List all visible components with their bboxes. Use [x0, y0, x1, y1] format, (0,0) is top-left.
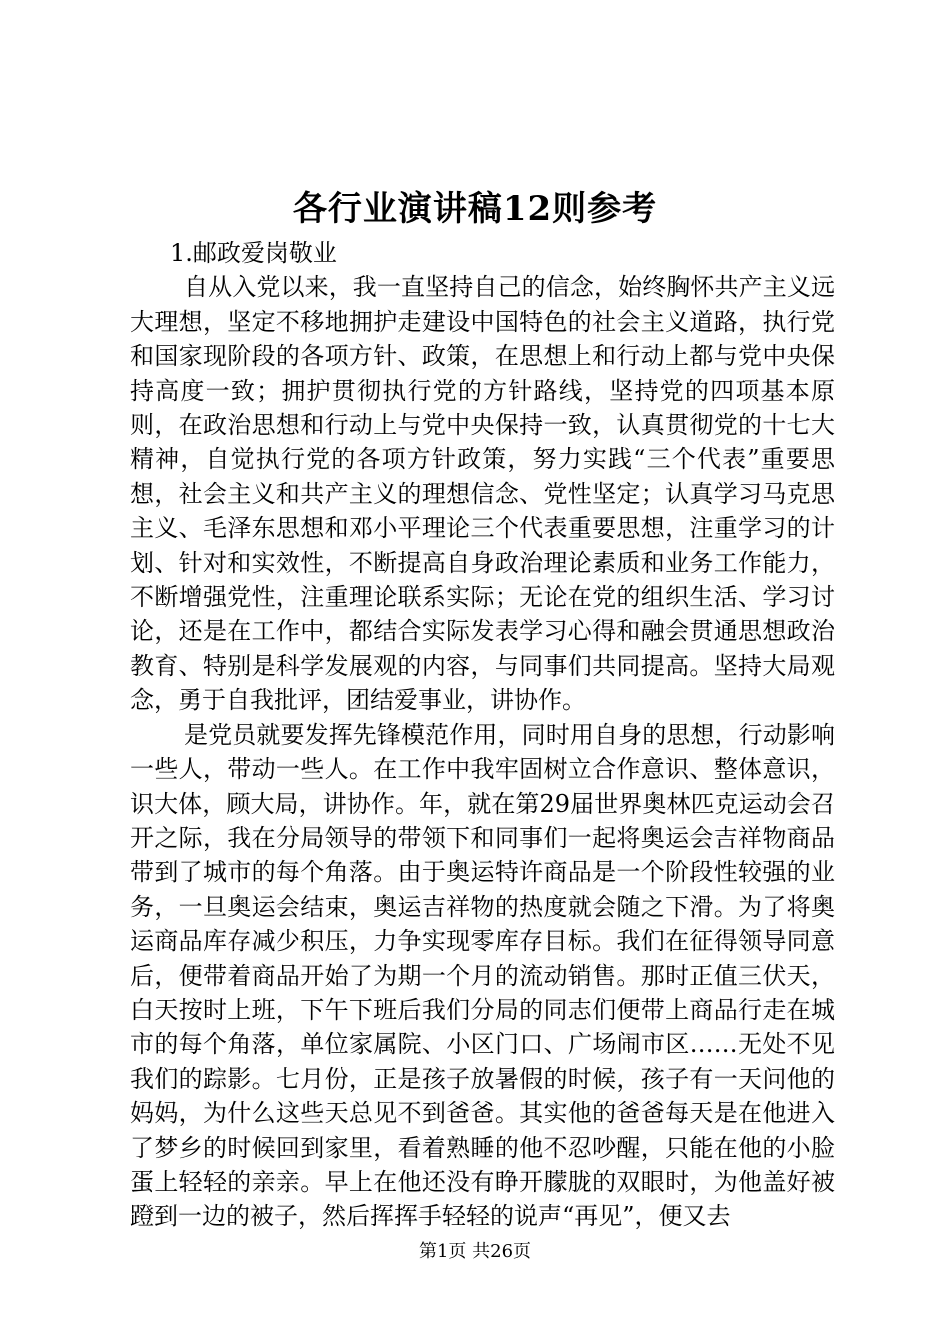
- document-title: 各行业演讲稿12则参考: [292, 189, 658, 229]
- paragraph-2: 是党员就要发挥先锋模范作用，同时用自身的思想，行动影响一些人，带动一些人。在工作中我牢固树立合作意识、整体意识，识大体，顾大局，讲协作。年，就在第29届世界奥林匹克运动会召开之际，我在分局领导的带领下和同事们一起将奥运会吉祥物商品带到了城市的每个角落。由于奥运特许商品是一个阶段性较强的业务，一旦奥运会结束，奥运吉祥物的热度就会随之下滑。为了将奥运商品库存减少积压，力争实现零库存目标。我们在征得领导同意后，便带着商品开始了为期一个月的流动销售。那时正值三伏天，白天按时上班，下午下班后我们分局的同志们便带上商品行走在城市的每个角落，单位家属院、小区门口、广场闹市区……无处不见我们的踪影。七月份，正是孩子放暑假的时候，孩子有一天问他的妈妈，为什么这些天总见不到爸爸。其实他的爸爸每天是在他进入了梦乡的时候回到家里，看着熟睡的他不忍吵醒，只能在他的小脸蛋上轻轻的亲亲。早上在他还没有睁开朦胧的双眼时，为他盖好被蹬到一边的被子，然后挥挥手轻轻的说声“再见”，便又去: [130, 720, 835, 1231]
- page-footer: 第1页 共26页: [418, 1241, 532, 1262]
- section-heading: 1.邮政爱岗敬业: [170, 239, 337, 267]
- document-body: [130, 236, 835, 1234]
- paragraph-1: 自从入党以来，我一直坚持自己的信念，始终胸怀共产主义远大理想，坚定不移地拥护走建设中国特色的社会主义道路，执行党和国家现阶段的各项方针、政策，在思想上和行动上都与党中央保持高度一致；拥护贯彻执行党的方针路线，坚持党的四项基本原则，在政治思想和行动上与党中央保持一致，认真贯彻党的十七大精神，自觉执行党的各项方针政策，努力实践“三个代表”重要思想，社会主义和共产主义的理想信念、党性坚定；认真学习马克思主义、毛泽东思想和邓小平理论三个代表重要思想，注重学习的计划、针对和实效性，不断提高自身政治理论素质和业务工作能力，不断增强党性，注重理论联系实际；无论在党的组织生活、学习讨论，还是在工作中，都结合实际发表学习心得和融会贯通思想政治教育、特别是科学发展观的内容，与同事们共同提高。坚持大局观念，勇于自我批评，团结爱事业，讲协作。: [130, 273, 835, 715]
